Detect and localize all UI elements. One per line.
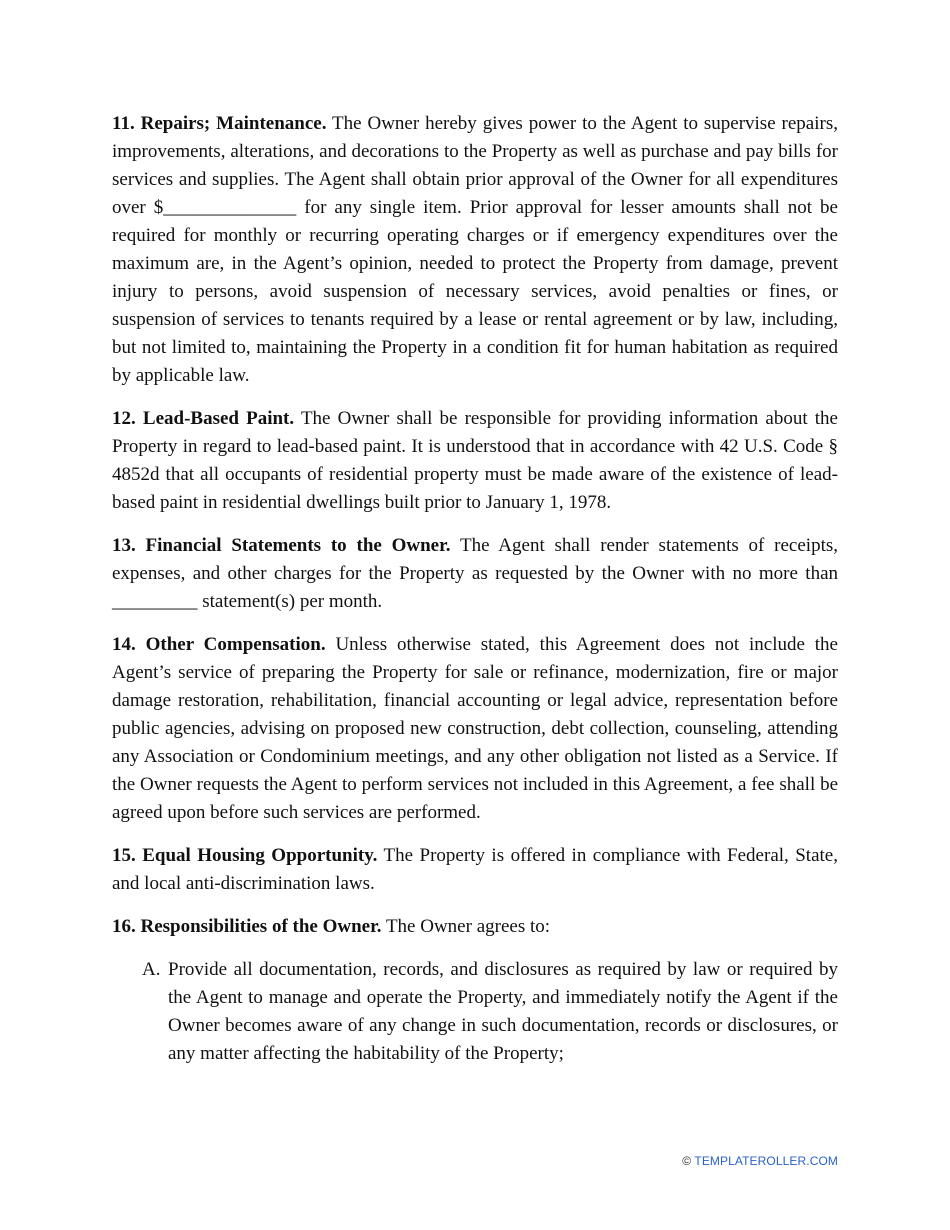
templateroller-link[interactable]: TEMPLATEROLLER.COM: [694, 1154, 838, 1168]
section-heading: 15. Equal Housing Opportunity.: [112, 845, 378, 866]
section-heading: 12. Lead-Based Paint.: [112, 408, 295, 429]
owner-responsibilities-list: [112, 956, 838, 1068]
footer-watermark: [682, 1154, 838, 1168]
section-body: The Owner shall be responsible for providing information about the Property in regard to lead-based paint. It is understood that in accordance with 42 U.S. Code § 4852d that all occupants of residential property must be made aware of the existence of lead-based paint in residential dwellings built prior to January 1, 1978.: [112, 408, 838, 513]
section-heading: 16. Responsibilities of the Owner.: [112, 916, 382, 937]
copyright-icon: ©: [682, 1154, 692, 1168]
list-item-text: Provide all documentation, records, and disclosures as required by law or required by the Agent to manage and operate the Property, and immediately notify the Agent if the Owner becomes aware of any change in such documentation, records or disclosures, or any matter affecting the habitability of the Property;: [168, 959, 838, 1064]
section-14-other-compensation: [112, 631, 838, 827]
section-body: The Agent shall render statements of receipts, expenses, and other charges for the Property as requested by the Owner with no more than _________ statement(s) per month.: [112, 535, 839, 612]
section-15-equal-housing: [112, 842, 838, 898]
section-heading: 14. Other Compensation.: [112, 634, 326, 655]
list-item: [112, 956, 838, 1068]
list-item-letter: A.: [142, 959, 161, 980]
document-page: [112, 110, 838, 1068]
section-heading: 11. Repairs; Maintenance.: [112, 113, 327, 134]
section-13-financial-statements: [112, 532, 838, 616]
section-16-owner-responsibilities: [112, 913, 838, 941]
section-body: The Owner agrees to:: [381, 916, 551, 937]
section-12-lead-paint: [112, 405, 838, 517]
section-body: The Owner hereby gives power to the Agent to supervise repairs, improvements, alterations, and decorations to the Property as well as purchase and pay bills for services and supplies. The Agent shall obtain prior approval of the Owner for all expenditures over $______________ for any single item. Prior approval for lesser amounts shall not be required for monthly or recurring operating charges or if emergency expenditures over the maximum are, in the Agent’s opinion, needed to protect the Property from damage, prevent injury to persons, avoid suspension of necessary services, avoid penalties or fines, or suspension of services to tenants required by a lease or rental agreement or by law, including, but not limited to, maintaining the Property in a condition fit for human habitation as required by applicable law.: [112, 113, 838, 386]
section-heading: 13. Financial Statements to the Owner.: [112, 535, 451, 556]
section-body: Unless otherwise stated, this Agreement does not include the Agent’s service of preparing the Property for sale or refinance, modernization, fire or major damage restoration, rehabilitation, financial accounting or legal advice, representation before public agencies, advising on proposed new construction, debt collection, counseling, attending any Association or Condominium meetings, and any other obligation not listed as a Service. If the Owner requests the Agent to perform services not included in this Agreement, a fee shall be agreed upon before such services are performed.: [112, 634, 838, 823]
section-11-repairs: [112, 110, 838, 390]
section-body: The Property is offered in compliance with Federal, State, and local anti-discrimination laws.: [112, 845, 838, 894]
